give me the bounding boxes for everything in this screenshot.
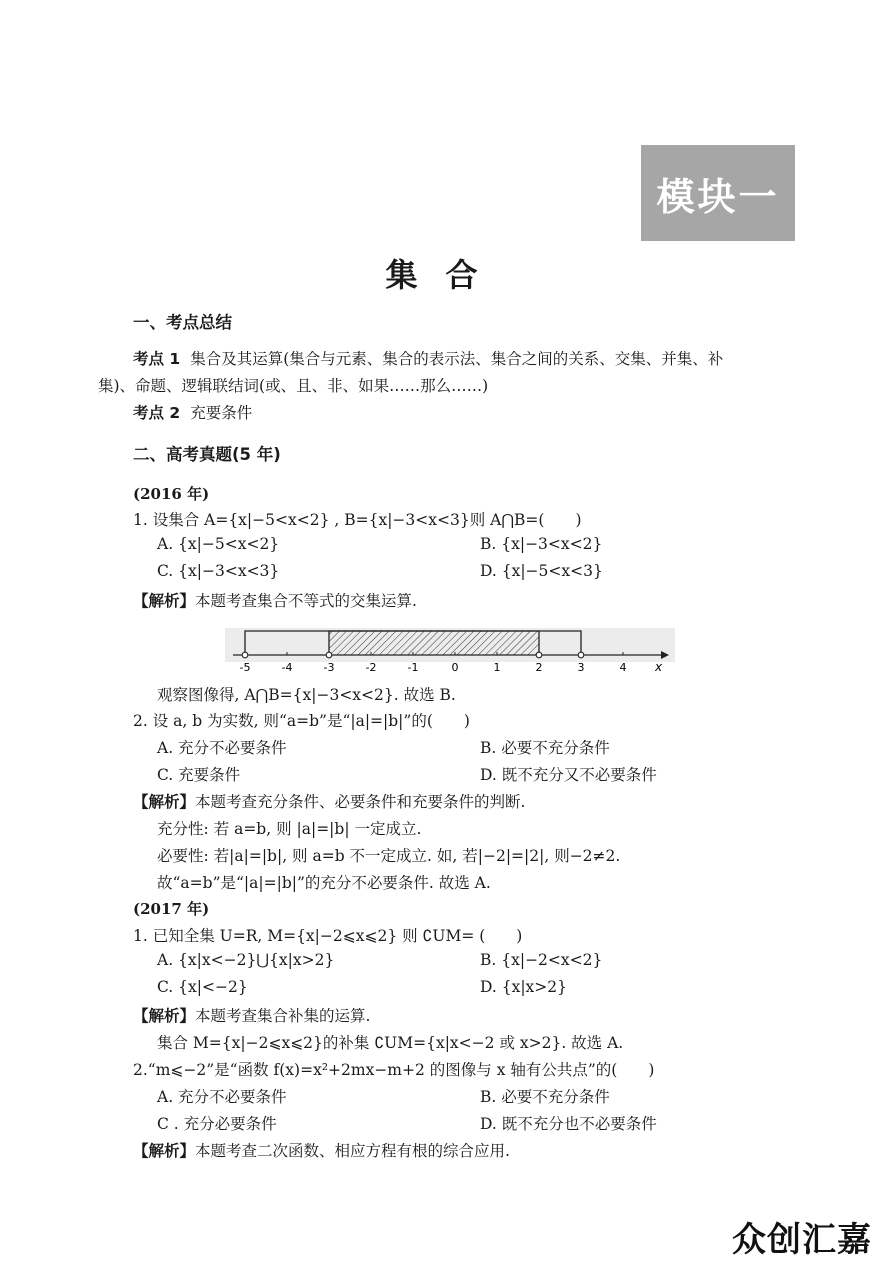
q2017-1-option-c: C. {x|<−2} [157,978,248,996]
key-point-2-text: 充要条件 [190,404,253,422]
intersection-hatch [329,631,539,655]
tick-label: -5 [239,661,251,674]
q2016-2-necessity: 必要性: 若|a|=|b|, 则 a=b 不一定成立. 如, 若|−2|=|2|, 则−2≠2. [157,847,621,865]
year-2017-label: (2017 年) [133,900,210,918]
tick-label: 2 [535,661,543,674]
analysis-text: 本题考查二次函数、相应方程有根的综合应用. [195,1142,510,1160]
endpoint-minus-3 [326,652,332,658]
endpoint-2 [536,652,542,658]
q2017-1-conclusion: 集合 M={x|−2⩽x⩽2}的补集 ∁UM={x|x<−2 或 x>2}. 故选 A. [157,1034,624,1052]
key-point-1-line-2: 集)、命题、逻辑联结词(或、且、非、如果……那么……) [98,377,489,395]
q2016-2-conclusion: 故“a=b”是“|a|=|b|”的充分不必要条件. 故选 A. [157,874,491,892]
q2017-1-option-b: B. {x|−2<x<2} [480,951,603,969]
analysis-text: 本题考查集合补集的运算. [195,1007,371,1025]
analysis-tag: 【解析】 [133,1007,196,1025]
analysis-text: 本题考查充分条件、必要条件和充要条件的判断. [195,793,526,811]
q2017-1-analysis [133,1004,370,1026]
module-label: 模块一 [656,174,780,219]
q2016-2-stem: 2. 设 a, b 为实数, 则“a=b”是“|a|=|b|”的( ) [133,712,470,730]
q2017-2-option-a: A. 充分不必要条件 [157,1088,287,1106]
tick-label: 3 [577,661,585,674]
chapter-title: 集合 [385,256,506,294]
section-1-title: 一、考点总结 [133,313,232,332]
axis-label-x: x [655,660,663,674]
section-2-title: 二、高考真题(5 年) [133,445,281,464]
endpoint-3 [578,652,584,658]
q2017-1-option-d: D. {x|x>2} [480,978,568,996]
watermark-logo: 众创汇嘉 [732,1220,872,1260]
q2016-2-option-d: D. 既不充分又不必要条件 [480,766,657,784]
key-point-1-label: 考点 1 [133,350,181,368]
q2016-1-option-a: A. {x|−5<x<2} [157,535,280,553]
q2016-2-option-a: A. 充分不必要条件 [157,739,287,757]
q2016-2-option-b: B. 必要不充分条件 [480,739,610,757]
key-point-2-label: 考点 2 [133,404,181,422]
number-line-figure [225,625,675,675]
q2016-2-analysis [133,790,525,812]
q2016-2-option-c: C. 充要条件 [157,766,241,784]
q2017-2-stem: 2.“m⩽−2”是“函数 f(x)=x²+2mx−m+2 的图像与 x 轴有公共点”的( ) [133,1061,655,1079]
q2016-1-analysis [133,589,417,611]
tick-label: 4 [619,661,627,674]
year-2016-label: (2016 年) [133,485,210,503]
tick-label: -3 [323,661,335,674]
q2017-2-option-d: D. 既不充分也不必要条件 [480,1115,657,1133]
q2017-1-stem: 1. 已知全集 U=R, M={x|−2⩽x⩽2} 则 ∁UM= ( ) [133,927,523,945]
q2017-2-option-c: C . 充分必要条件 [157,1115,277,1133]
q2017-2-analysis [133,1139,510,1161]
analysis-text: 本题考查集合不等式的交集运算. [195,592,417,610]
analysis-tag: 【解析】 [133,793,196,811]
key-point-1-text: 集合及其运算(集合与元素、集合的表示法、集合之间的关系、交集、并集、补 [190,350,724,368]
endpoint-minus-5 [242,652,248,658]
q2017-1-option-a: A. {x|x<−2}⋃{x|x>2} [157,951,335,969]
analysis-tag: 【解析】 [133,1142,196,1160]
module-badge [641,145,795,241]
tick-label: -1 [407,661,419,674]
q2016-1-conclusion: 观察图像得, A⋂B={x|−3<x<2}. 故选 B. [157,686,456,704]
tick-label: -4 [281,661,293,674]
analysis-tag: 【解析】 [133,592,196,610]
key-point-2 [133,401,252,423]
q2016-2-sufficiency: 充分性: 若 a=b, 则 |a|=|b| 一定成立. [157,820,422,838]
q2016-1-option-c: C. {x|−3<x<3} [157,562,280,580]
q2016-1-stem: 1. 设集合 A={x|−5<x<2} , B={x|−3<x<3}则 A⋂B=( ) [133,511,582,529]
q2016-1-option-d: D. {x|−5<x<3} [480,562,603,580]
tick-label: -2 [365,661,377,674]
q2016-1-option-b: B. {x|−3<x<2} [480,535,603,553]
tick-label: 1 [493,661,501,674]
q2017-2-option-b: B. 必要不充分条件 [480,1088,610,1106]
tick-label: 0 [451,661,459,674]
key-point-1-line-1 [133,347,723,369]
